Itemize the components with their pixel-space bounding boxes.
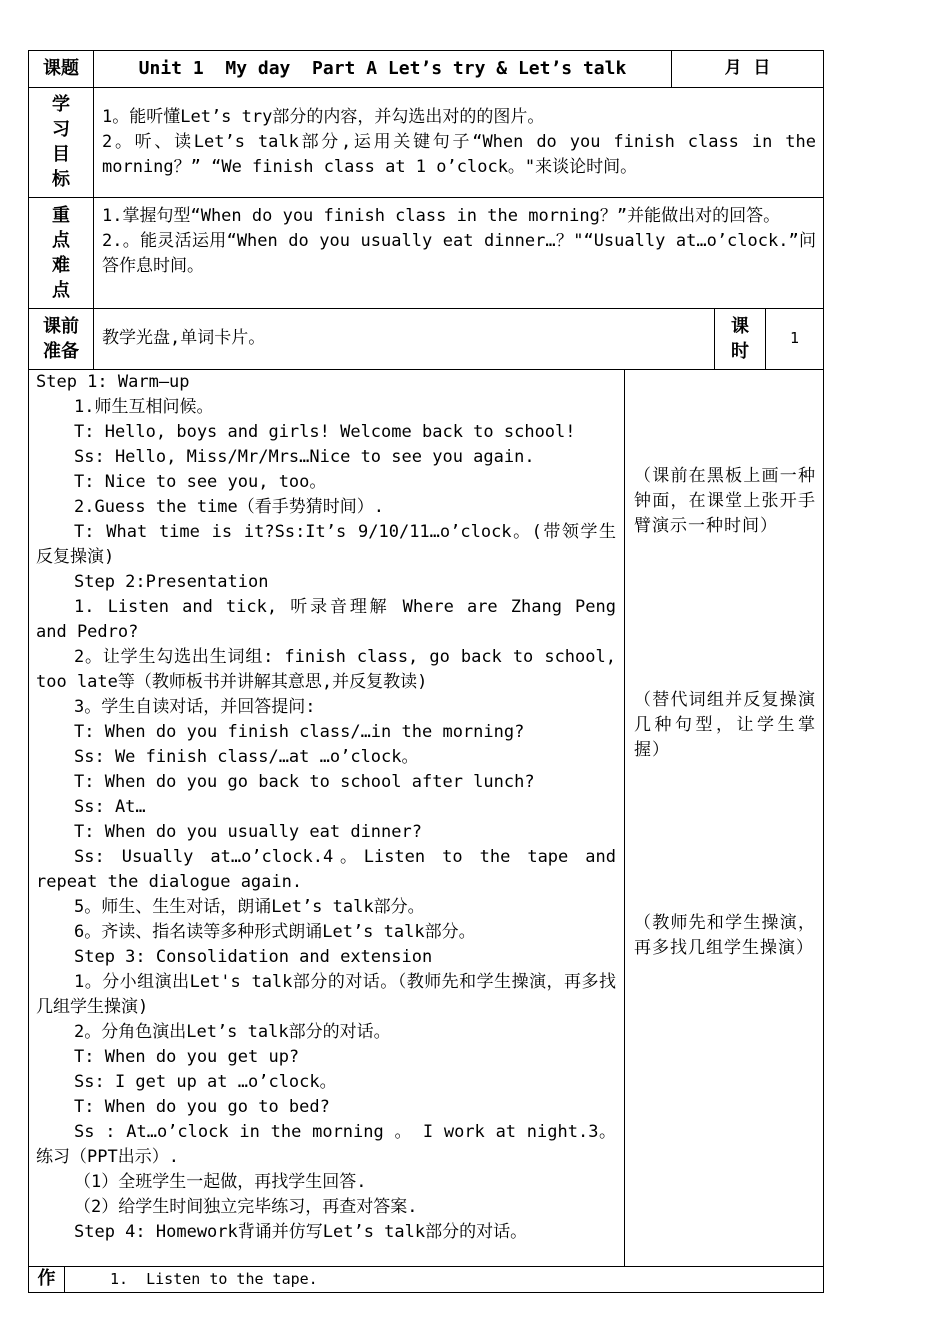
- table-border-left: [28, 50, 29, 1293]
- homework-label-divider: [64, 1266, 65, 1293]
- process-line: Ss: I get up at …o’clock。: [74, 1072, 337, 1092]
- teaching-process: [36, 370, 616, 1245]
- lesson-title: Unit 1 My day Part A Let’s try & Let’s talk: [138, 58, 627, 79]
- process-line: 1.师生互相问候。: [74, 397, 214, 417]
- objectives-content: [102, 105, 816, 180]
- process-line: T: Hello, boys and girls! Welcome back to school!: [74, 422, 576, 442]
- process-line: T: When do you usually eat dinner?: [74, 822, 422, 842]
- objectives-label: 学习目标: [52, 94, 70, 190]
- process-line: Step 3: Consolidation and extension: [74, 947, 433, 967]
- key-point-line: 2.。能灵活运用“When do you usually eat dinner…？"“Usually at…o’clock.”问答作息时间。: [102, 231, 816, 276]
- teacher-note: （教师先和学生操演，再多找几组学生操演）: [634, 913, 816, 958]
- objective-line: 1。能听懂Let’s try部分的内容，并勾选出对的的图片。: [102, 107, 545, 127]
- table-border-bottom: [28, 1292, 824, 1293]
- process-line: 1。分小组演出Let's talk部分的对话。（教师先和学生操演，再多找几组学生操演): [36, 972, 616, 1017]
- process-line: Ss: Usually at…o’clock.4。Listen to the tape and repeat the dialogue again.: [36, 847, 616, 892]
- process-line: 2。分角色演出Let’s talk部分的对话。: [74, 1022, 391, 1042]
- process-line: （1）全班学生一起做，再找学生回答.: [74, 1172, 367, 1192]
- homework-line: 1. Listen to the tape.: [110, 1270, 318, 1288]
- notes-column-divider: [624, 369, 625, 1267]
- teacher-note: （替代词组并反复操演几种句型，让学生掌握）: [634, 690, 816, 760]
- process-line: Step 1: Warm—up: [36, 372, 190, 392]
- homework-label: 作: [37, 1268, 56, 1289]
- table-border-right: [823, 50, 824, 1293]
- key-points-content: [102, 204, 816, 279]
- process-line: T: Nice to see you, too。: [74, 472, 327, 492]
- process-line: Ss: Hello, Miss/Mr/Mrs…Nice to see you again.: [74, 447, 535, 467]
- process-line: 3。学生自读对话，并回答提问:: [74, 697, 316, 717]
- prep-content: 教学光盘,单词卡片。: [102, 328, 266, 348]
- process-line: 6。齐读、指名读等多种形式朗诵Let’s talk部分。: [74, 922, 476, 942]
- date-field: 月 日: [724, 58, 771, 78]
- key-point-line: 1.掌握句型“When do you finish class in the morning？”并能做出对的回答。: [102, 206, 781, 226]
- process-line: 5。师生、生生对话，朗诵Let’s talk部分。: [74, 897, 425, 917]
- label-column-divider: [93, 50, 94, 370]
- process-line: T: What time is it?Ss:It’s 9/10/11…o’clock。(带领学生反复操演): [36, 522, 616, 567]
- topic-label: 课题: [43, 58, 79, 79]
- process-line: T: When do you get up?: [74, 1047, 300, 1067]
- table-divider: [28, 87, 824, 88]
- hours-label: 课时: [731, 316, 749, 362]
- process-line: Step 4: Homework背诵并仿写Let’s talk部分的对话。: [74, 1222, 528, 1242]
- process-line: Step 2:Presentation: [74, 572, 269, 592]
- prep-label: 课前准备: [43, 316, 79, 362]
- process-line: 2。让学生勾选出生词组: finish class, go back to school, too late等（教师板书并讲解其意思,并反复教读): [36, 647, 616, 692]
- process-line: 1. Listen and tick, 听录音理解 Where are Zhang Peng and Pedro?: [36, 597, 616, 642]
- table-divider: [28, 197, 824, 198]
- process-line: Ss: At…: [74, 797, 146, 817]
- process-line: （2）给学生时间独立完毕练习，再查对答案.: [74, 1197, 418, 1217]
- process-line: Ss: We finish class/…at …o’clock。: [74, 747, 419, 767]
- process-line: T: When do you go to bed?: [74, 1097, 330, 1117]
- process-line: Ss : At…o’clock in the morning 。 I work at night.3。练习（PPT出示）.: [36, 1122, 616, 1167]
- process-line: T: When do you go back to school after lunch?: [74, 772, 535, 792]
- objective-line: 2。听、读Let’s talk部分,运用关键句子“When do you finish class in the morning？” “We finish class at 1 o’clock。"来谈论时间。: [102, 132, 816, 177]
- teacher-note: （课前在黑板上画一种钟面，在课堂上张开手臂演示一种时间）: [634, 466, 816, 536]
- process-line: 2.Guess the time（看手势猜时间）.: [74, 497, 384, 517]
- process-line: T: When do you finish class/…in the morning?: [74, 722, 525, 742]
- hours-value: 1: [789, 329, 800, 347]
- hours-label-divider: [714, 308, 715, 370]
- key-points-label: 重点难点: [52, 205, 70, 301]
